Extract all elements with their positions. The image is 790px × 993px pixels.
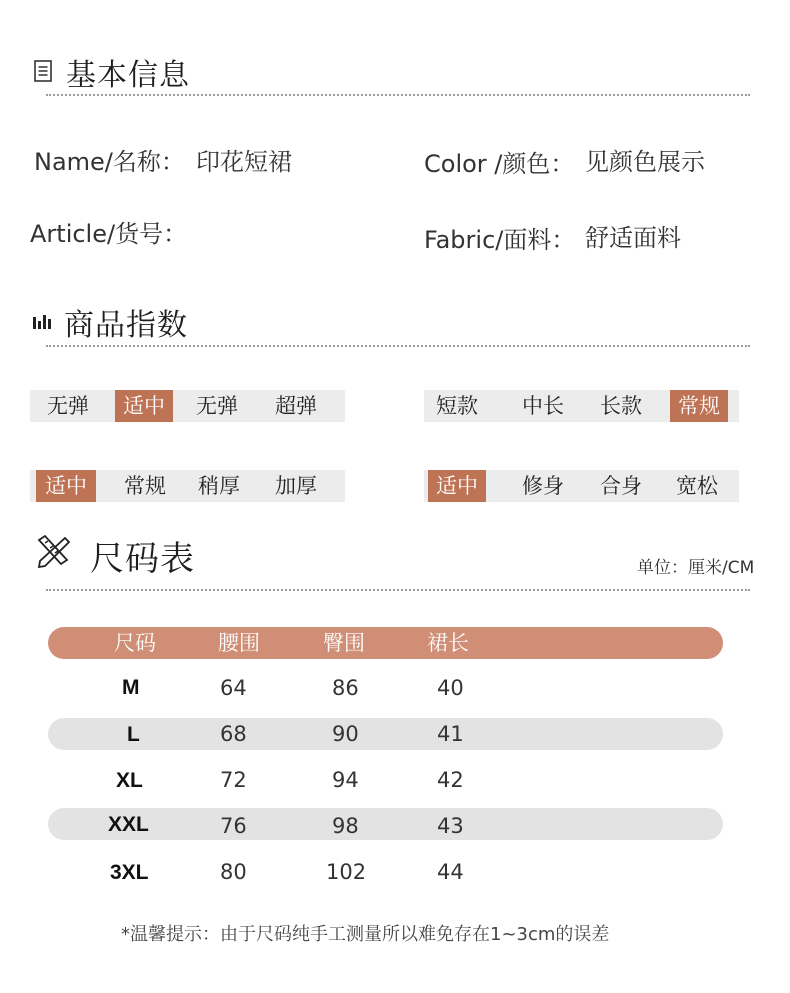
table-cell: 102 xyxy=(326,860,367,884)
table-cell: 80 xyxy=(220,860,247,884)
divider xyxy=(46,94,750,96)
table-cell: 98 xyxy=(332,814,359,838)
column-header-waist: 腰围 xyxy=(218,631,260,655)
option-chip: 中长 xyxy=(522,394,564,418)
option-chip: 宽松 xyxy=(676,474,718,498)
thickness-scale xyxy=(30,470,345,502)
option-chip: 长款 xyxy=(600,394,642,418)
table-cell: 44 xyxy=(437,860,464,884)
name-value: 印花短裙 xyxy=(196,148,292,176)
ruler-pencil-icon xyxy=(35,534,71,572)
column-header-length: 裙长 xyxy=(427,631,469,655)
table-cell: 90 xyxy=(332,722,359,746)
table-cell-size: XXL xyxy=(108,813,149,836)
unit-label: 单位：厘米/CM xyxy=(637,558,755,578)
elasticity-scale xyxy=(30,390,345,422)
length-scale xyxy=(424,390,739,422)
table-cell: 41 xyxy=(437,722,464,746)
color-value: 见颜色展示 xyxy=(585,148,705,176)
fabric-label: Fabric/面料： xyxy=(424,226,576,254)
table-row-stripe xyxy=(48,808,723,840)
section-title-size-chart: 尺码表 xyxy=(90,539,195,579)
option-chip: 无弹 xyxy=(196,394,238,418)
table-cell-size: L xyxy=(127,723,140,746)
table-cell: 43 xyxy=(437,814,464,838)
measurement-note: *温馨提示：由于尺码纯手工测量所以难免存在1~3cm的误差 xyxy=(121,924,610,945)
option-chip: 修身 xyxy=(522,474,564,498)
option-chip-selected: 适中 xyxy=(36,470,96,502)
table-cell: 40 xyxy=(437,676,464,700)
table-cell: 64 xyxy=(220,676,247,700)
divider xyxy=(46,345,750,347)
table-cell-size: XL xyxy=(116,769,143,792)
option-chip: 短款 xyxy=(436,394,478,418)
table-cell: 42 xyxy=(437,768,464,792)
section-title-product-index: 商品指数 xyxy=(64,308,188,343)
option-chip: 常规 xyxy=(124,474,166,498)
table-cell: 68 xyxy=(220,722,247,746)
bar-chart-icon xyxy=(33,313,53,333)
option-chip: 稍厚 xyxy=(198,474,240,498)
divider xyxy=(46,589,750,591)
table-cell: 72 xyxy=(220,768,247,792)
table-cell-size: M xyxy=(122,676,140,699)
section-title-basic-info: 基本信息 xyxy=(66,58,190,93)
table-cell: 94 xyxy=(332,768,359,792)
article-label: Article/货号： xyxy=(30,220,188,248)
option-chip-selected: 常规 xyxy=(670,390,728,422)
option-chip: 加厚 xyxy=(275,474,317,498)
option-chip: 超弹 xyxy=(275,394,317,418)
column-header-hip: 臀围 xyxy=(323,631,365,655)
color-label: Color /颜色： xyxy=(424,150,575,178)
table-cell-size: 3XL xyxy=(110,861,149,884)
fit-scale xyxy=(424,470,739,502)
option-chip-selected: 适中 xyxy=(115,390,173,422)
option-chip: 合身 xyxy=(600,474,642,498)
option-chip: 无弹 xyxy=(47,394,89,418)
fabric-value: 舒适面料 xyxy=(585,224,681,252)
option-chip-selected: 适中 xyxy=(428,470,486,502)
document-icon xyxy=(34,60,52,86)
name-label: Name/名称： xyxy=(34,148,185,176)
table-row-stripe xyxy=(48,718,723,750)
table-cell: 76 xyxy=(220,814,247,838)
column-header-size: 尺码 xyxy=(114,631,156,655)
table-cell: 86 xyxy=(332,676,359,700)
